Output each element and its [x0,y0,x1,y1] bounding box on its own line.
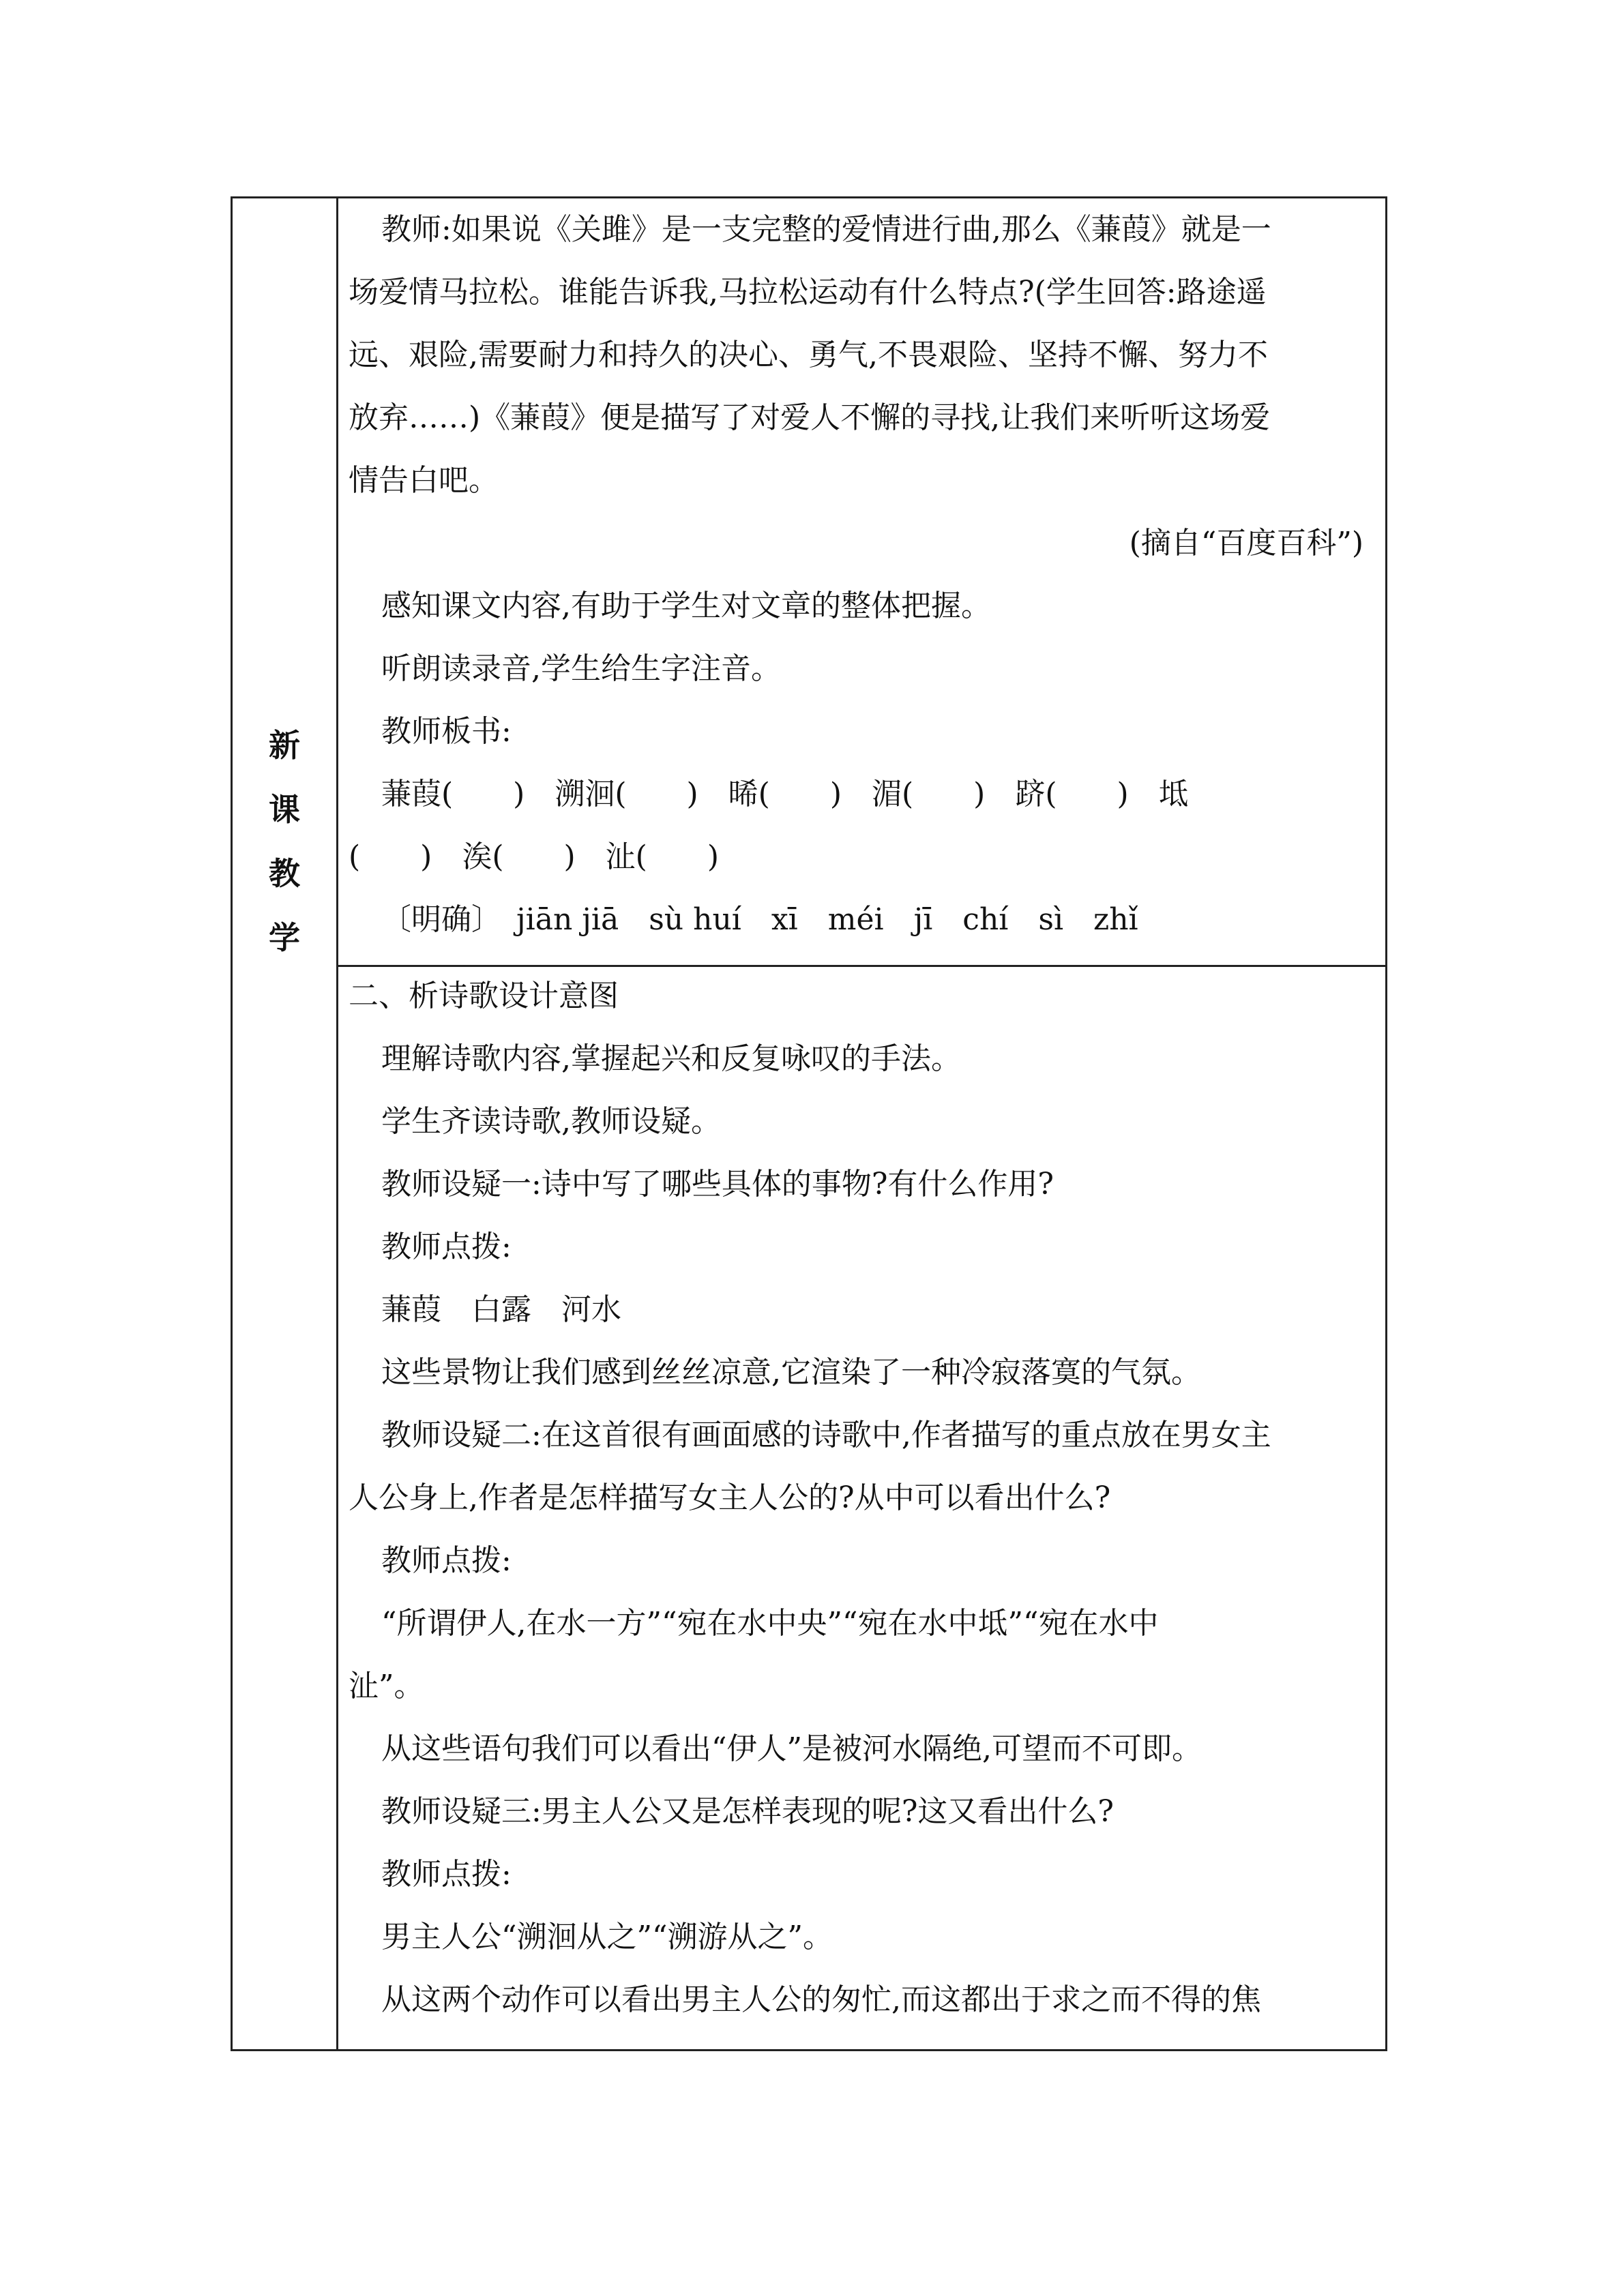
column-divider [336,198,338,2049]
pinyin-exercise-line: ( ) 涘( ) 沚( ) [349,839,719,874]
paragraph-line: 感知课文内容,有助于学生对文章的整体把握。 [381,588,991,623]
pinyin-exercise-line: 蒹葭( ) 溯洄( ) 晞( ) 湄( ) 跻( ) 坻 [381,777,1189,811]
paragraph-line: 人公身上,作者是怎样描写女主人公的?从中可以看出什么? [349,1480,1111,1515]
paragraph-line: 场爱情马拉松。谁能告诉我,马拉松运动有什么特点?(学生回答:路途遥 [349,275,1267,310]
paragraph-line: 放弃……)《蒹葭》便是描写了对爱人不懈的寻找,让我们来听听这场爱 [349,400,1271,435]
paragraph-line: 教师设疑二:在这首很有画面感的诗歌中,作者描写的重点放在男女主 [381,1418,1271,1452]
paragraph-line: 教师设疑一:诗中写了哪些具体的事物?有什么作用? [381,1167,1054,1202]
section-heading: 二、析诗歌设计意图 [349,979,619,1013]
citation-source: (摘自“百度百科”) [1129,526,1363,561]
paragraph-line: 男主人公“溯洄从之”“溯游从之”。 [381,1920,833,1954]
paragraph-line: 情告白吧。 [349,463,499,498]
lesson-table [231,196,1387,2051]
pinyin-answer-line: 〔明确〕 jiān jiā sù huí xī méi jī chí sì zhǐ [381,902,1138,937]
side-label-char-3: 教 [269,855,300,892]
side-label-char-4: 学 [269,919,300,956]
paragraph-line: 听朗读录音,学生给生字注音。 [381,651,781,686]
paragraph-line: 教师点拨: [381,1857,512,1892]
paragraph-line: 理解诗歌内容,掌握起兴和反复咏叹的手法。 [381,1041,961,1076]
paragraph-line: 远、艰险,需要耐力和持久的决心、勇气,不畏艰险、坚持不懈、努力不 [349,338,1268,372]
paragraph-line: 蒹葭 白露 河水 [381,1292,621,1327]
paragraph-line: “所谓伊人,在水一方”“宛在水中央”“宛在水中坻”“宛在水中 [381,1606,1159,1641]
side-label-char-2: 课 [269,791,300,828]
paragraph-line: 教师点拨: [381,1229,512,1264]
paragraph-line: 沚”。 [349,1669,424,1703]
paragraph-line: 教师设疑三:男主人公又是怎样表现的呢?这又看出什么? [381,1794,1114,1829]
paragraph-line: 教师:如果说《关雎》是一支完整的爱情进行曲,那么《蒹葭》就是一 [381,212,1271,247]
paragraph-line: 从这两个动作可以看出男主人公的匆忙,而这都出于求之而不得的焦 [381,1982,1261,2017]
paragraph-line: 这些景物让我们感到丝丝凉意,它渲染了一种冷寂落寞的气氛。 [381,1355,1201,1390]
paragraph-line: 教师点拨: [381,1543,512,1578]
paragraph-line: 从这些语句我们可以看出“伊人”是被河水隔绝,可望而不可即。 [381,1731,1202,1766]
paragraph-line: 学生齐读诗歌,教师设疑。 [381,1104,721,1139]
side-label-char-1: 新 [269,727,300,764]
paragraph-line: 教师板书: [381,714,512,749]
